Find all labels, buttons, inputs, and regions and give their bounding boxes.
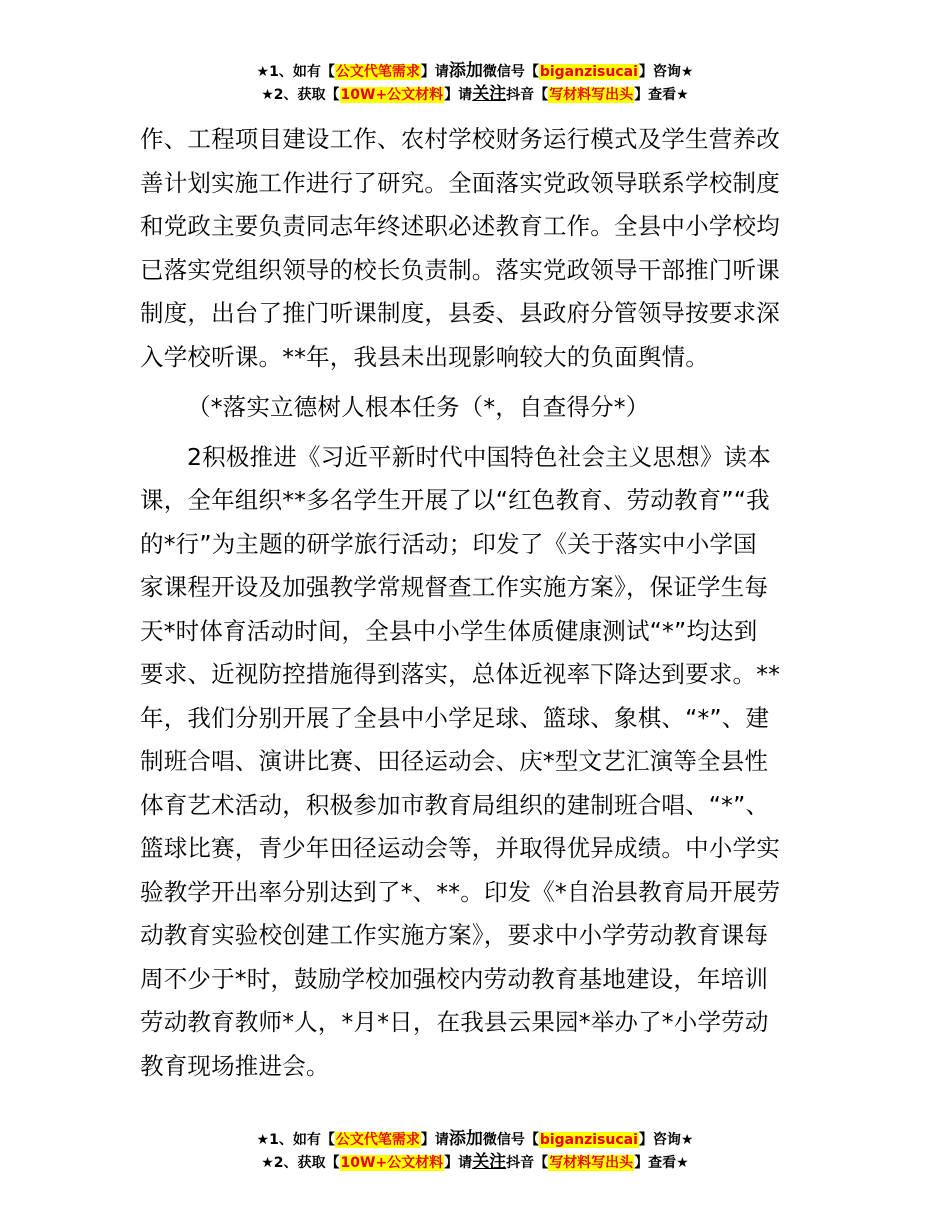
highlight-douyin: 写材料写出头 bbox=[549, 87, 634, 103]
text-line: 课，全年组织**多名学生开展了以“红色教育、劳动教育”“我 bbox=[140, 486, 770, 514]
text-line: 制度，出台了推门听课制度，县委、县政府分管领导按要求深 bbox=[140, 299, 780, 327]
text-line: 体育艺术活动，积极参加市教育局组织的建制班合唱、“*”、 bbox=[140, 790, 770, 819]
text-line: 要求、近视防控措施得到落实，总体近视率下降达到要求。** bbox=[140, 660, 781, 688]
highlight-service: 公文代笔需求 bbox=[335, 64, 420, 80]
text-line: 篮球比赛，青少年田径运动会等，并取得优异成绩。中小学实 bbox=[140, 834, 780, 862]
highlight-wechat-id: biganzisucai bbox=[539, 1132, 638, 1148]
text-line: 入学校听课。**年，我县未出现影响较大的负面舆情。 bbox=[140, 342, 709, 371]
banner-line-2: ★2、获取【10W+公文材料】请关注抖音【写材料写出头】查看★ bbox=[261, 84, 689, 104]
highlight-service: 公文代笔需求 bbox=[335, 1132, 420, 1148]
text-line: 善计划实施工作进行了研究。全面落实党政领导联系学校制度 bbox=[140, 168, 780, 197]
section-heading: （*落实立德树人根本任务（*，自查得分*） bbox=[187, 393, 650, 421]
highlight-materials: 10W+公文材料 bbox=[340, 87, 444, 103]
paragraph-2 bbox=[140, 436, 812, 1089]
text-line: 制班合唱、演讲比赛、田径运动会、庆*型文艺汇演等全县性 bbox=[140, 747, 769, 775]
text-line: 教育现场推进会。 bbox=[140, 1051, 330, 1080]
text-line: 年，我们分别开展了全县中小学足球、篮球、象棋、“*”、建 bbox=[140, 703, 770, 732]
text-line: 劳动教育教师*人，*月*日，在我县云果园*举办了*小学劳动 bbox=[140, 1008, 769, 1036]
text-line: 天*时体育活动时间，全县中小学生体质健康测试“*”均达到 bbox=[140, 616, 758, 645]
banner-line-1: ★1、如有【公文代笔需求】请添加微信号【biganzisucai】咨询★ bbox=[256, 1129, 694, 1149]
text-line: 的*行”为主题的研学旅行活动；印发了《关于落实中小学国 bbox=[140, 529, 757, 558]
document-body bbox=[140, 118, 812, 1088]
header-banner bbox=[0, 60, 950, 106]
highlight-materials: 10W+公文材料 bbox=[340, 1155, 444, 1171]
text-line: 验教学开出率分别达到了*、**。印发《*自治县教育局开展劳 bbox=[140, 877, 781, 906]
text-line: 已落实党组织领导的校长负责制。落实党政领导干部推门听课 bbox=[140, 255, 780, 284]
text-line: 作、工程项目建设工作、农村学校财务运行模式及学生营养改 bbox=[140, 125, 780, 153]
text-line: 和党政主要负责同志年终述职必述教育工作。全县中小学校均 bbox=[140, 212, 780, 240]
banner-line-1: ★1、如有【公文代笔需求】请添加微信号【biganzisucai】咨询★ bbox=[256, 61, 694, 81]
paragraph-1 bbox=[140, 118, 812, 379]
text-line: 动教育实验校创建工作实施方案》，要求中小学劳动教育课每 bbox=[140, 921, 769, 949]
text-line: 周不少于*时，鼓励学校加强校内劳动教育基地建设，年培训 bbox=[140, 964, 769, 993]
highlight-wechat-id: biganzisucai bbox=[539, 64, 638, 80]
banner-line-2: ★2、获取【10W+公文材料】请关注抖音【写材料写出头】查看★ bbox=[261, 1152, 689, 1172]
highlight-douyin: 写材料写出头 bbox=[549, 1155, 634, 1171]
text-line: 2积极推进《习近平新时代中国特色社会主义思想》读本 bbox=[187, 442, 771, 471]
footer-banner bbox=[0, 1128, 950, 1174]
text-line: 家课程开设及加强教学常规督查工作实施方案》，保证学生每 bbox=[140, 573, 769, 601]
